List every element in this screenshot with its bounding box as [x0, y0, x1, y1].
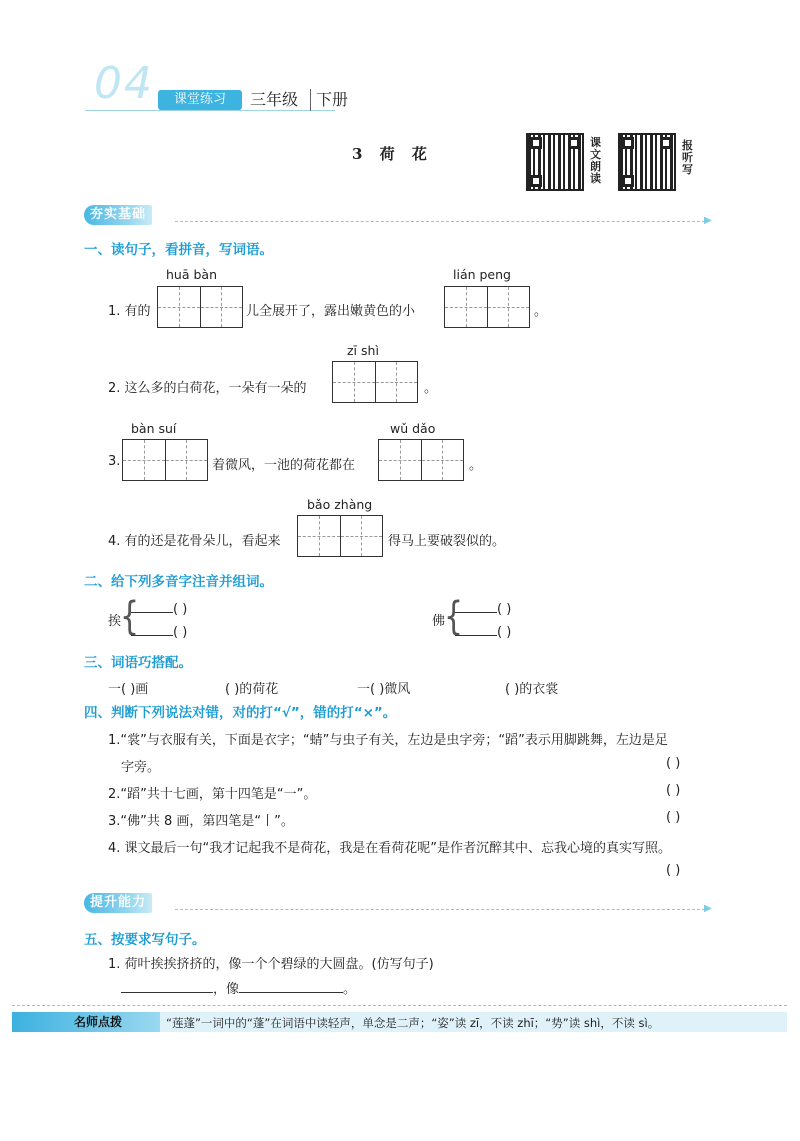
answer-grid[interactable] — [122, 439, 208, 481]
judge-item: 字旁。 — [121, 760, 161, 775]
qr-code-reading-icon[interactable] — [526, 133, 584, 191]
header-divider — [85, 110, 335, 111]
fill-row[interactable]: ( ) — [455, 598, 511, 617]
qr-label-reading: 课 文 朗 读 — [590, 136, 601, 185]
match-item[interactable]: 一( )画 — [108, 682, 149, 697]
answer-grid[interactable] — [378, 439, 464, 481]
judge-item: 4. 课文最后一句“我才记起我不是荷花，我是在看荷花呢”是作者沉醉其中、忘我心境的真实写照。 — [108, 841, 672, 856]
match-item[interactable]: 一( )微风 — [357, 682, 411, 697]
header-grade: 三年级 — [250, 90, 299, 109]
section-divider — [175, 909, 705, 911]
sentence-text: 。 — [534, 304, 548, 319]
answer-grid[interactable] — [444, 286, 530, 328]
header-tag: 课堂练习 — [158, 90, 242, 110]
pinyin: bàn suí — [131, 421, 177, 436]
tip-divider — [12, 1005, 787, 1007]
fill-row[interactable]: ( ) — [131, 598, 187, 617]
lesson-title: 3 荷 花 — [352, 145, 433, 163]
sentence-text: 。 — [469, 458, 483, 473]
q5-heading: 五、按要求写句子。 — [84, 932, 206, 948]
sentence-text: 着微风，一池的荷花都在 — [212, 458, 356, 473]
pinyin: zī shì — [347, 343, 379, 358]
sentence-text: 1. 有的 — [108, 304, 151, 319]
judge-item: 3.“佛”共 8 画，第四笔是“丨”。 — [108, 814, 294, 829]
judge-answer[interactable]: ( ) — [666, 756, 681, 771]
arrow-icon: ▶ — [704, 903, 712, 914]
sentence-text: 得马上要破裂似的。 — [388, 534, 506, 549]
pinyin: huā bàn — [166, 267, 217, 282]
judge-item: 2.“蹈”共十七画，第十四笔是“一”。 — [108, 787, 317, 802]
pinyin: bǎo zhàng — [307, 497, 373, 512]
arrow-icon: ▶ — [704, 215, 712, 226]
answer-grid[interactable] — [157, 286, 243, 328]
answer-grid[interactable] — [332, 361, 418, 403]
sentence-text: 4. 有的还是花骨朵儿，看起来 — [108, 534, 281, 549]
polyphone-char: 挨 — [108, 614, 122, 629]
q4-heading: 四、判断下列说法对错，对的打“√”，错的打“×”。 — [84, 705, 397, 721]
match-item[interactable]: ( )的荷花 — [225, 682, 279, 697]
qr-label-dictation: 报 听 写 — [682, 139, 693, 176]
pinyin: lián peng — [453, 267, 511, 282]
polyphone-char: 佛 — [432, 614, 446, 629]
answer-grid[interactable] — [297, 515, 383, 557]
pinyin: wǔ dǎo — [390, 421, 436, 436]
brace-icon: { — [120, 594, 140, 641]
tip-text: “莲蓬”一词中的“蓬”在词语中读轻声，单念是二声；“姿”读 zī，不读 zhī；“势”读 shì，不读 sì。 — [166, 1016, 660, 1030]
section-banner-basic: 夯实基础 — [84, 205, 152, 225]
header-book: 下册 — [316, 90, 349, 109]
qr-code-dictation-icon[interactable] — [618, 133, 676, 191]
sentence-text: 3. — [108, 454, 121, 469]
judge-answer[interactable]: ( ) — [666, 810, 681, 825]
q1-heading: 一、读句子，看拼音，写词语。 — [84, 242, 273, 258]
q3-heading: 三、词语巧搭配。 — [84, 655, 192, 671]
q2-heading: 二、给下列多音字注音并组词。 — [84, 574, 273, 590]
fill-row[interactable]: ( ) — [455, 621, 511, 640]
section-banner-advance: 提升能力 — [84, 893, 152, 913]
judge-item: 1.“裳”与衣服有关，下面是衣字；“蜻”与虫子有关，左边是虫字旁；“蹈”表示用脚跳舞，左边是足 — [108, 733, 668, 748]
sentence-text: 儿全展开了，露出嫩黄色的小 — [246, 304, 416, 319]
sentence-fill[interactable]: ，像 。 — [121, 978, 356, 997]
q5-item: 1. 荷叶挨挨挤挤的，像一个个碧绿的大圆盘。(仿写句子) — [108, 957, 434, 972]
header-separator — [310, 89, 311, 111]
tip-label: 名师点拨 — [12, 1012, 160, 1032]
sentence-text: 2. 这么多的白荷花，一朵有一朵的 — [108, 381, 307, 396]
sentence-text: 。 — [424, 381, 438, 396]
page-number: 04 — [94, 58, 154, 109]
judge-answer[interactable]: ( ) — [666, 863, 681, 878]
match-item[interactable]: ( )的衣裳 — [505, 682, 559, 697]
fill-row[interactable]: ( ) — [131, 621, 187, 640]
brace-icon: { — [444, 594, 464, 641]
judge-answer[interactable]: ( ) — [666, 783, 681, 798]
section-divider — [175, 221, 705, 223]
